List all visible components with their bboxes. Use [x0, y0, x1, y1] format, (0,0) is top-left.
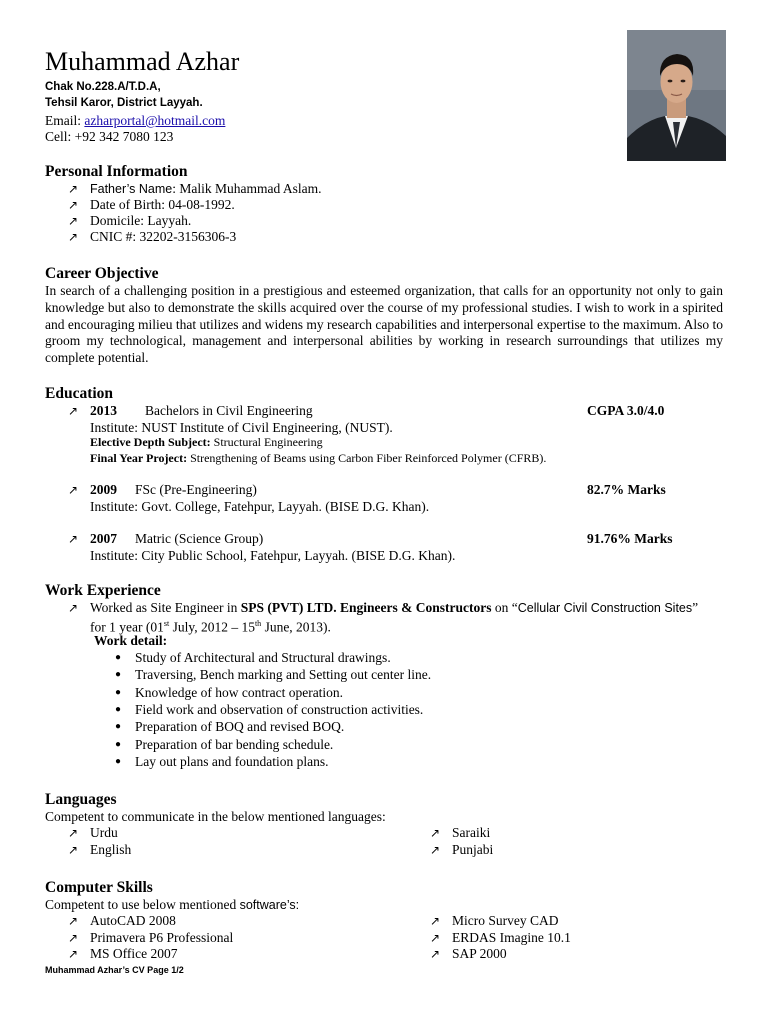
edu-score: 82.7% Marks [587, 482, 666, 497]
edu-final-project [90, 451, 546, 466]
father-name-item [90, 181, 321, 197]
work-intro-prefix: Worked as Site Engineer in [90, 600, 241, 615]
portrait-illustration [627, 30, 726, 161]
skill-item: Primavera P6 Professional [90, 930, 234, 945]
personal-info-heading: Personal Information [45, 163, 188, 180]
languages-intro: Competent to communicate in the below mentioned languages: [45, 809, 386, 824]
edu-year: 2013 [90, 403, 117, 418]
arrow-up-right-icon: ↗ [68, 931, 79, 945]
cell-line: Cell: +92 342 7080 123 [45, 129, 174, 144]
edu-degree: Bachelors in Civil Engineering [145, 403, 313, 418]
edu-year: 2007 [90, 531, 117, 546]
skill-item: AutoCAD 2008 [90, 913, 176, 928]
work-detail-heading: Work detail: [94, 633, 168, 648]
bullet-dot-icon: ● [115, 704, 122, 715]
bullet-dot-icon: ● [115, 669, 122, 680]
work-detail-item: Knowledge of how contract operation. [135, 685, 344, 700]
dob-item: Date of Birth: 04-08-1992. [90, 197, 235, 212]
edu-score: CGPA 3.0/4.0 [587, 403, 665, 418]
skill-item: Micro Survey CAD [452, 913, 559, 928]
bullet-dot-icon: ● [115, 687, 122, 698]
languages-heading: Languages [45, 791, 117, 808]
arrow-up-right-icon: ↗ [68, 404, 79, 418]
applicant-name: Muhammad Azhar [45, 47, 240, 76]
profile-photo [627, 30, 726, 161]
arrow-up-right-icon: ↗ [68, 198, 79, 212]
arrow-up-right-icon: ↗ [68, 914, 79, 928]
skill-item: SAP 2000 [452, 946, 507, 961]
work-intro-end: ” [692, 600, 699, 615]
work-detail-item: Field work and observation of construction activities. [135, 702, 424, 717]
bullet-dot-icon: ● [115, 739, 122, 750]
arrow-up-right-icon: ↗ [430, 914, 441, 928]
edu-institute: Institute: Govt. College, Fatehpur, Layyah. (BISE D.G. Khan). [90, 499, 430, 514]
company-name: SPS (PVT) LTD. Engineers & Constructors [240, 600, 492, 615]
edu-institute: Institute: NUST Institute of Civil Engineering, (NUST). [90, 420, 393, 435]
arrow-up-right-icon: ↗ [68, 826, 79, 840]
skills-intro [45, 897, 299, 913]
arrow-up-right-icon: ↗ [68, 947, 79, 961]
duration-start: for 1 year (01 [90, 619, 164, 635]
address-line-1: Chak No.228.A/T.D.A, [45, 81, 161, 93]
edu-institute: Institute: City Public School, Fatehpur, Layyah. (BISE D.G. Khan). [90, 548, 456, 563]
domicile-item: Domicile: Layyah. [90, 213, 192, 228]
cnic-item: CNIC #: 32202-3156306-3 [90, 229, 237, 244]
fyp-label: Final Year Project: [90, 451, 188, 465]
edu-degree: FSc (Pre-Engineering) [135, 482, 257, 497]
address-line-2: Tehsil Karor, District Layyah. [45, 97, 203, 109]
project-name: Cellular Civil Construction Sites [517, 601, 693, 615]
arrow-up-right-icon: ↗ [430, 826, 441, 840]
bullet-dot-icon: ● [115, 652, 122, 663]
work-detail-item: Lay out plans and foundation plans. [135, 754, 329, 769]
email-link[interactable]: azharportal@hotmail.com [84, 113, 226, 128]
computer-skills-heading: Computer Skills [45, 879, 153, 896]
duration-end: June, 2013). [261, 619, 331, 635]
page-footer: Muhammad Azhar’s CV Page 1/2 [45, 965, 184, 975]
language-item: Saraiki [452, 825, 491, 840]
career-objective-heading: Career Objective [45, 265, 159, 282]
bullet-dot-icon: ● [115, 756, 122, 767]
language-item: English [90, 842, 132, 857]
father-name-value: : Malik Muhammad Aslam. [172, 181, 322, 196]
skill-item: MS Office 2007 [90, 946, 178, 961]
arrow-up-right-icon: ↗ [430, 947, 441, 961]
skills-intro-software: software’s: [239, 898, 300, 912]
career-objective-text: In search of a challenging position in a prestigious and esteemed organization, that calls for an opportunity not only to gain knowledge but also to demonstrate the skills acquired over the course of my professional studies. I wish to work in a spirited and encouraging milieu that utilizes and widens my research capabilities and interpersonal expertise to the maximum. Also to groom my technological, management and interpersonal abilities by working in research surroundings that utilizes my complete potential. [45, 283, 723, 366]
work-detail-item: Preparation of BOQ and revised BOQ. [135, 719, 345, 734]
elective-label: Elective Depth Subject: [90, 435, 211, 449]
language-item: Punjabi [452, 842, 494, 857]
work-detail-item: Study of Architectural and Structural drawings. [135, 650, 391, 665]
email-label: Email: [45, 113, 85, 128]
work-experience-heading: Work Experience [45, 582, 161, 599]
email-line [45, 113, 225, 129]
arrow-up-right-icon: ↗ [68, 601, 79, 615]
arrow-up-right-icon: ↗ [68, 182, 79, 196]
ordinal-th: th [254, 619, 262, 628]
arrow-up-right-icon: ↗ [68, 214, 79, 228]
work-detail-item: Preparation of bar bending schedule. [135, 737, 334, 752]
language-item: Urdu [90, 825, 118, 840]
arrow-up-right-icon: ↗ [68, 843, 79, 857]
arrow-up-right-icon: ↗ [430, 843, 441, 857]
edu-year: 2009 [90, 482, 117, 497]
ordinal-st: st [163, 619, 170, 628]
arrow-up-right-icon: ↗ [68, 483, 79, 497]
work-intro-mid: on “ [491, 600, 518, 615]
education-heading: Education [45, 385, 114, 402]
skill-item: ERDAS Imagine 10.1 [452, 930, 571, 945]
arrow-up-right-icon: ↗ [430, 931, 441, 945]
duration-mid: July, 2012 – 15 [169, 619, 255, 635]
fyp-value: Strengthening of Beams using Carbon Fiber Reinforced Polymer (CFRB). [187, 451, 547, 465]
edu-score: 91.76% Marks [587, 531, 673, 546]
elective-value: Structural Engineering [210, 435, 323, 449]
arrow-up-right-icon: ↗ [68, 230, 79, 244]
edu-degree: Matric (Science Group) [135, 531, 264, 546]
edu-elective [90, 435, 323, 450]
work-detail-item: Traversing, Bench marking and Setting out center line. [135, 667, 432, 682]
arrow-up-right-icon: ↗ [68, 532, 79, 546]
bullet-dot-icon: ● [115, 721, 122, 732]
father-name-label: Father’s Name [90, 182, 173, 196]
work-intro [90, 600, 698, 616]
skills-intro-text: Competent to use below mentioned [45, 897, 240, 912]
